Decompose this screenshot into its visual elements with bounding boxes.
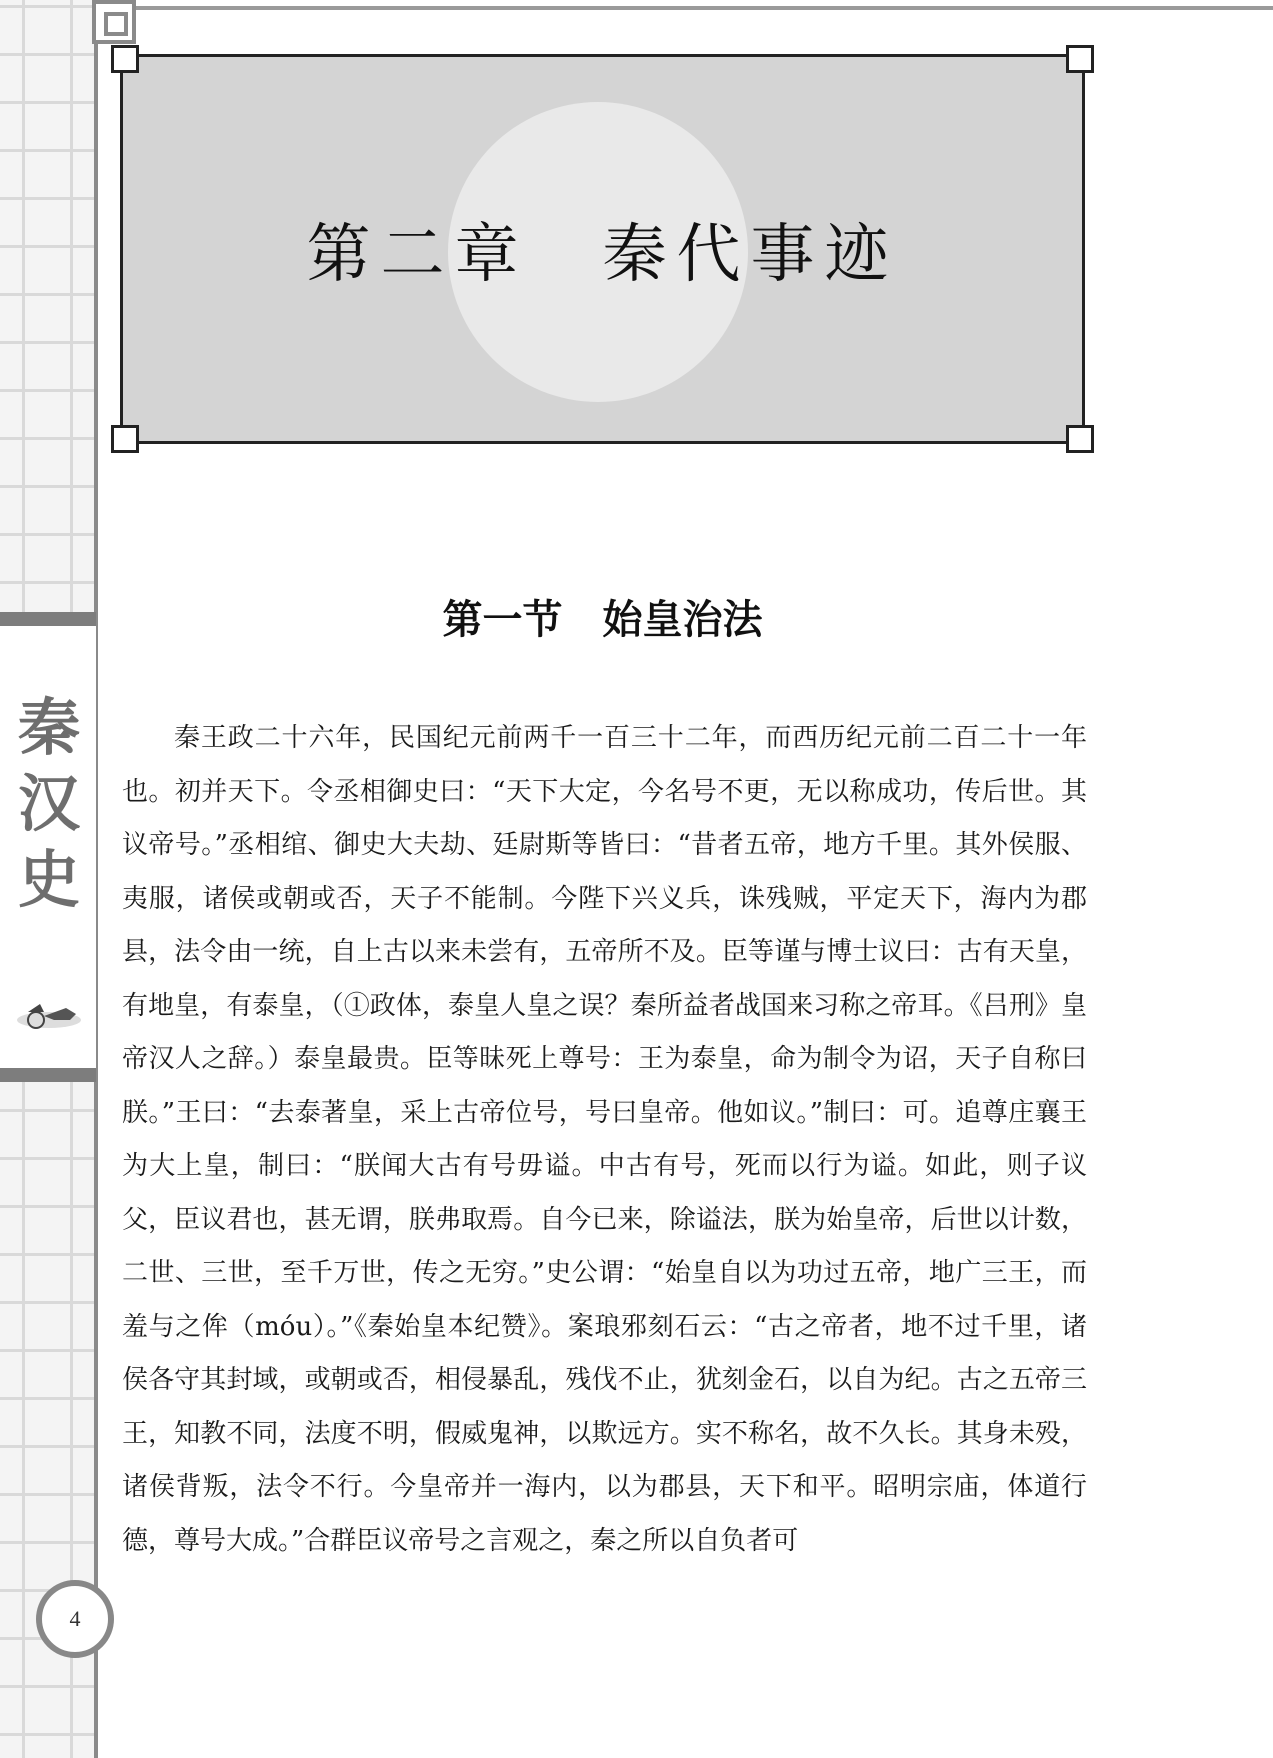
book-title-vertical: 秦汉史: [17, 691, 80, 916]
chapter-title-box: [120, 54, 1085, 444]
top-border: [96, 6, 1273, 10]
paragraph: 秦王政二十六年，民国纪元前两千一百三十二年，而西历纪元前二百二十一年也。初并天下。令丞相御史曰：“天下大定，今名号不更，无以称成功，传后世。其议帝号。”丞相绾、御史大夫劫、廷尉斯等皆曰：“昔者五帝，地方千里。其外侯服、夷服，诸侯或朝或否，天子不能制。今陛下兴义兵，诛残贼，平定天下，海内为郡县，法令由一统，自上古以来未尝有，五帝所不及。臣等谨与博士议曰：古有天皇，有地皇，有泰皇，（①政体，泰皇人皇之误？秦所益者战国来习称之帝耳。《吕刑》皇帝汉人之辞。）泰皇最贵。臣等昧死上尊号：王为泰皇，命为制令为诏，天子自称曰朕。”王曰：“去泰著皇，采上古帝位号，号曰皇帝。他如议。”制曰：可。追尊庄襄王为大上皇，制曰：“朕闻大古有号毋谥。中古有号，死而以行为谥。如此，则子议父，臣议君也，甚无谓，朕弗取焉。自今已来，除谥法，朕为始皇帝，后世以计数，二世、三世，至千万世，传之无穷。”史公谓：“始皇自以为功过五帝，地广三王，而羞与之侔（móu）。”《秦始皇本纪赞》。案琅邪刻石云：“古之帝者，地不过千里，诸侯各守其封域，或朝或否，相侵暴乱，残伐不止，犹刻金石，以自为纪。古之五帝三王，知教不同，法度不明，假威鬼神，以欺远方。实不称名，故不久长。其身未殁，诸侯背叛，法令不行。今皇帝并一海内，以为郡县，天下和平。昭明宗庙，体道行德，尊号大成。”合群臣议帝号之言观之，秦之所以自负者可: [122, 723, 1087, 1556]
page-number: 4: [69, 1606, 81, 1631]
chariot-icon: [14, 990, 84, 1034]
chapter-title: 第二章 秦代事迹: [306, 218, 899, 292]
body-text: [122, 712, 1087, 1568]
corner-knot-ornament: [92, 0, 136, 44]
page-number-badge: [36, 1580, 114, 1658]
section-title: 第一节 始皇治法: [442, 597, 763, 643]
